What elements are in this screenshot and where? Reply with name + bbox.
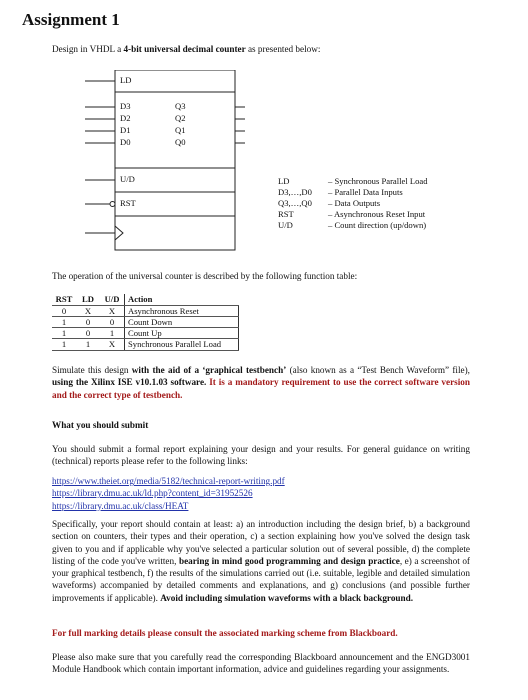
header-ld: LD — [76, 294, 100, 305]
header-ud: U/D — [100, 294, 125, 305]
specifics-bold: Avoid including simulation waveforms with a black background. — [160, 592, 414, 603]
legend-row — [278, 187, 428, 198]
table-cell: 0 — [76, 328, 100, 339]
simulate-bold: with the aid of a ‘graphical testbench’ — [131, 365, 287, 375]
link-dmu-library-heat[interactable]: https://library.dmu.ac.uk/class/HEAT — [52, 500, 189, 511]
specifics-text: , e) a screenshot of your graphical testbench, f) the results of the simulations carried out (i.e. suitable, legible and detailed simulation waveforms) accompanied by detailed comments and explanations, and g) conclusions (and possible further improvements if applicable). — [52, 555, 470, 603]
ld-section-box — [115, 70, 235, 92]
legend-signal: RST — [278, 209, 294, 220]
pin-rst: RST — [120, 198, 136, 208]
simulate-text: Simulate this design — [52, 365, 132, 375]
table-row — [52, 339, 239, 350]
specifics-bold: bearing in mind good programming and design practice — [178, 555, 400, 566]
simulate-bold: using the Xilinx ISE v10.1.03 software. — [52, 377, 207, 388]
pin-d0: D0 — [120, 137, 131, 147]
closing-paragraph: Please also make sure that you carefully read the corresponding Blackboard announcement and the ENGD3001 Module Handbook which contain important information, advice and guidelines regarding your assignments. — [52, 652, 470, 675]
legend-row — [278, 198, 428, 209]
table-row — [52, 305, 239, 316]
header-action: Action — [125, 294, 239, 305]
intro-text-end: as presented below: — [245, 44, 321, 54]
legend-row — [278, 209, 428, 220]
submit-heading: What you should submit — [52, 420, 149, 430]
function-table-header — [52, 294, 239, 305]
legend-signal: Q3,…,Q0 — [278, 198, 312, 209]
table-cell: 0 — [52, 305, 76, 316]
table-row — [52, 316, 239, 327]
pin-d2: D2 — [120, 113, 131, 123]
pin-q1: Q1 — [175, 125, 186, 135]
pin-d1: D1 — [120, 125, 131, 135]
table-cell: Count Down — [125, 316, 239, 327]
legend-description: – Parallel Data Inputs — [328, 187, 403, 198]
pin-q2: Q2 — [175, 113, 186, 123]
pin-q0: Q0 — [175, 137, 186, 147]
table-row — [52, 328, 239, 339]
table-cell: 1 — [100, 328, 125, 339]
legend-description: – Asynchronous Reset Input — [328, 209, 426, 220]
legend-signal: LD — [278, 176, 290, 186]
mandatory-requirement: It is a mandatory requirement to use the correct software version and the correct type of testbench. — [52, 377, 470, 400]
function-table-intro: The operation of the universal counter is described by the following function table: — [52, 271, 358, 281]
clock-triangle-icon — [115, 226, 123, 240]
table-cell: 1 — [52, 328, 76, 339]
legend-signal: D3,…,D0 — [278, 187, 312, 198]
table-cell: 1 — [52, 339, 76, 350]
counter-block-diagram — [85, 70, 245, 257]
table-cell: 1 — [76, 339, 100, 350]
pin-ld: LD — [120, 75, 132, 85]
legend-description: – Synchronous Parallel Load — [328, 176, 428, 186]
links-list — [52, 475, 470, 512]
table-cell: 1 — [52, 316, 76, 327]
table-cell: X — [100, 339, 125, 350]
legend-signal: U/D — [278, 220, 293, 231]
intro-paragraph — [52, 43, 470, 55]
function-table — [52, 294, 239, 351]
marking-note: For full marking details please consult the associated marking scheme from Blackboard. — [52, 628, 398, 638]
specifics-text: Specifically, your report should contain at least: a) an introduction including the design brief, b) a background section on counters, their types and their operation, c) a section explaining how you've solved the design task given to you and if applicable why you've selected a particular solution out of several possible, d) the complete listing of the code you've written, — [52, 519, 470, 566]
legend-row — [278, 220, 428, 231]
intro-text: Design in VHDL a — [52, 44, 124, 54]
table-cell: Count Up — [125, 328, 239, 339]
rst-inversion-bubble — [110, 202, 115, 207]
link-dmu-library-content[interactable]: https://library.dmu.ac.uk/ld.php?content_id=31952526 — [52, 488, 253, 499]
submit-paragraph: You should submit a formal report explaining your design and your results. For general guidance on writing (technical) reports please refer to the following links: — [52, 444, 470, 467]
legend-description: – Data Outputs — [328, 198, 381, 209]
table-cell: 0 — [100, 316, 125, 327]
simulate-paragraph — [52, 364, 470, 401]
intro-bold: 4-bit universal decimal counter — [123, 44, 246, 54]
header-rst: RST — [52, 294, 76, 305]
table-cell: X — [76, 305, 100, 316]
counter-symbol — [85, 70, 245, 252]
table-cell: Asynchronous Reset — [125, 305, 239, 316]
legend — [278, 176, 428, 231]
pin-q3: Q3 — [175, 101, 186, 111]
table-cell: X — [100, 305, 125, 316]
link-iet-report-writing[interactable]: https://www.theiet.org/media/5182/technical-report-writing.pdf — [52, 476, 285, 486]
table-cell: 0 — [76, 316, 100, 327]
specifics-paragraph — [52, 518, 470, 604]
legend-row — [278, 176, 428, 187]
pin-d3: D3 — [120, 101, 131, 111]
legend-description: – Count direction (up/down) — [328, 220, 427, 231]
page-title: Assignment 1 — [22, 10, 120, 29]
table-cell: Synchronous Parallel Load — [125, 339, 239, 350]
pin-ud: U/D — [120, 174, 135, 184]
simulate-text: (also known as a “Test Bench Waveform” file), — [286, 365, 470, 375]
